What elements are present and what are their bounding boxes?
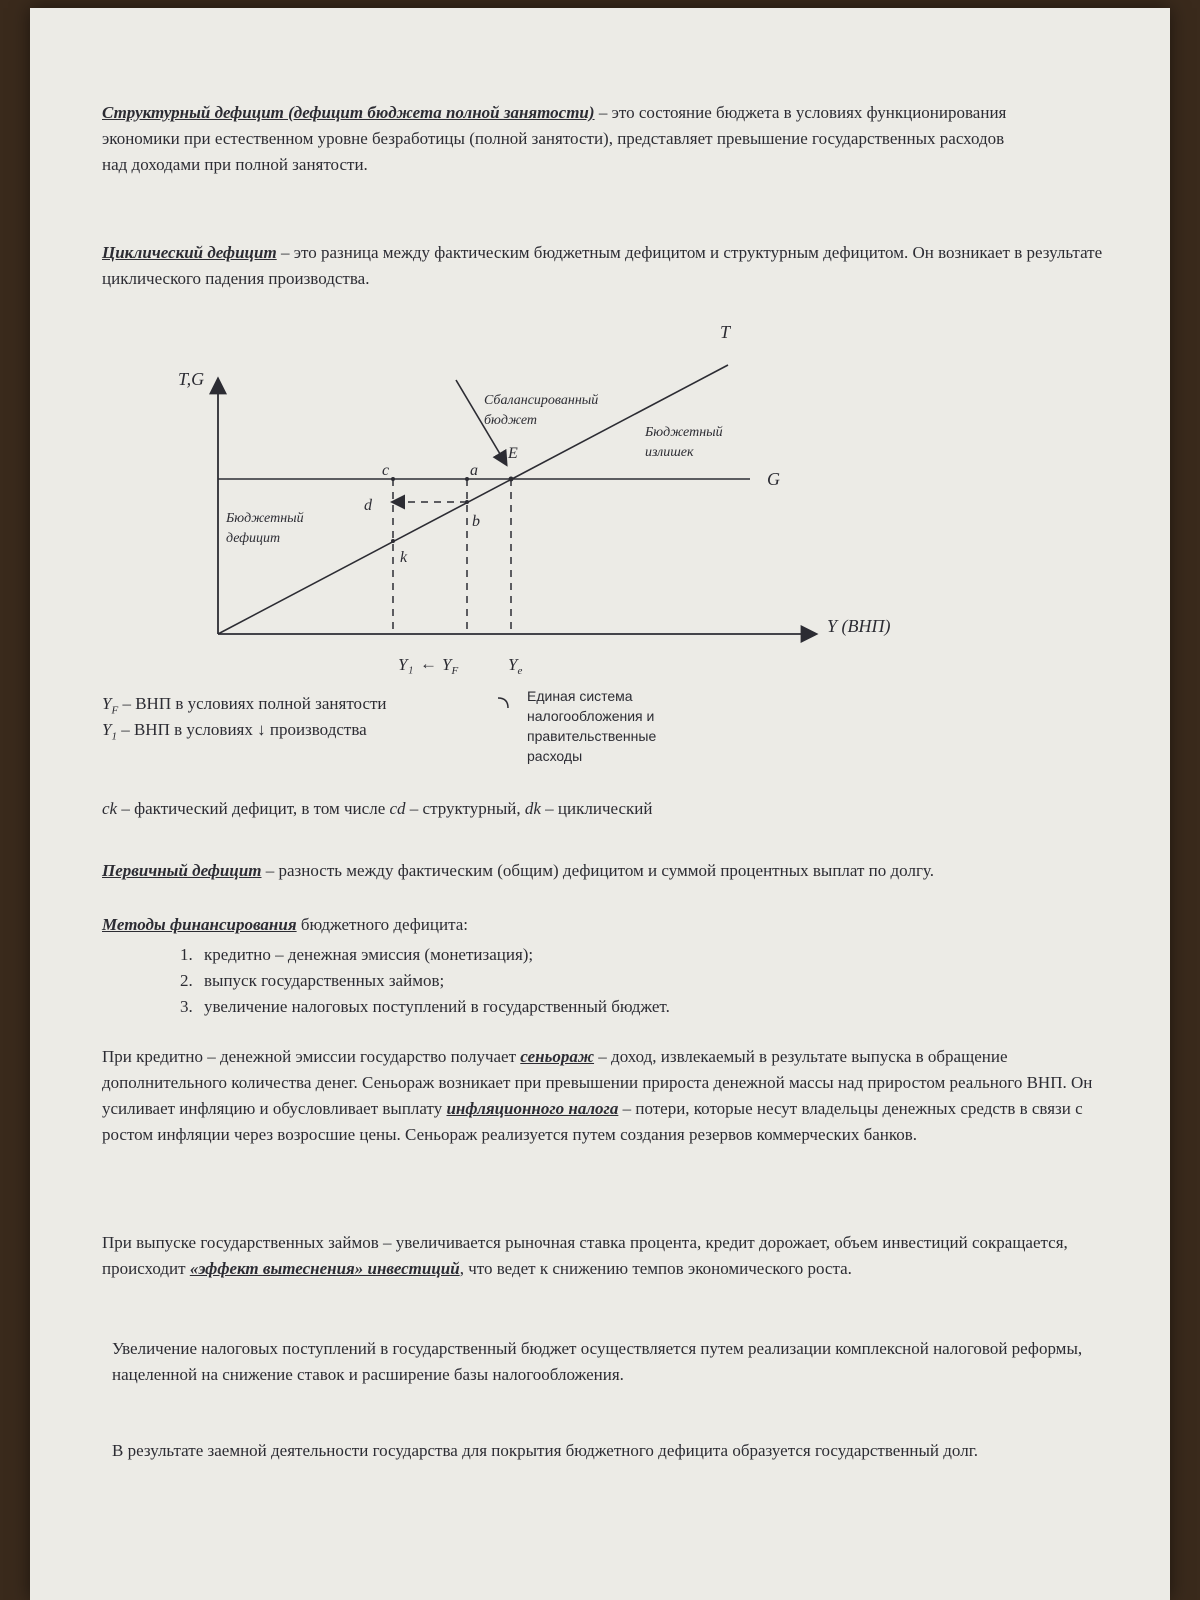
deficit-ck: ck bbox=[102, 799, 118, 818]
legend-yf-subscript: F bbox=[111, 704, 119, 717]
list-item-number: 1. bbox=[180, 945, 193, 964]
point-d-label: d bbox=[364, 497, 372, 514]
legend-y1-subscript: 1 bbox=[111, 730, 117, 743]
point-b-label: b bbox=[472, 513, 480, 530]
paragraph-text: При кредитно – денежной эмиссии государство получает bbox=[102, 1047, 521, 1066]
list-item bbox=[180, 968, 670, 994]
deficit-breakdown-line bbox=[102, 796, 1102, 822]
list-item bbox=[180, 994, 670, 1020]
surplus-label-2: излишек bbox=[645, 445, 694, 460]
deficit-cd: cd bbox=[389, 799, 406, 818]
x-axis-label: Y (ВНП) bbox=[827, 616, 891, 636]
paragraph-government-loans bbox=[102, 1230, 1102, 1282]
list-item-text: кредитно – денежная эмиссия (монетизация); bbox=[204, 945, 534, 964]
point-k-label: k bbox=[400, 549, 408, 566]
deficit-text-2: – структурный, bbox=[405, 799, 525, 818]
term-cyclical-deficit: Циклический дефицит bbox=[102, 243, 277, 262]
paragraph-text: , что ведет к снижению темпов экономического роста. bbox=[459, 1259, 852, 1278]
list-item-number: 2. bbox=[180, 971, 193, 990]
methods-heading-text: бюджетного дефицита: bbox=[296, 915, 468, 934]
g-line-label: G bbox=[767, 469, 780, 489]
paragraph-text: – разность между фактическим (общим) дефицитом и суммой процентных выплат по долгу. bbox=[261, 861, 934, 880]
term-seigniorage: сеньораж bbox=[520, 1047, 595, 1066]
tick-yf-symbol: Y bbox=[442, 655, 452, 674]
financing-methods-list bbox=[180, 942, 670, 1020]
tick-arrow-label: ← bbox=[420, 654, 437, 673]
deficit-dk: dk bbox=[524, 799, 541, 818]
legend-brace bbox=[498, 698, 516, 708]
t-line-label: T bbox=[720, 322, 731, 342]
budget-deficit-diagram bbox=[30, 8, 1170, 708]
legend-brace-note: Единая система налогообложения и правительственные расходы bbox=[527, 688, 657, 764]
paragraph-text: – доход, извлекаемый в результате выпуска в обращение дополнительного количества денег. Сеньораж возникает при превышении прироста денежной массы над приростом реального ВНП. Он усиливает инфляцию и обусловливает выплату bbox=[102, 1047, 1093, 1118]
legend-yf-text: – ВНП в условиях полной занятости bbox=[118, 694, 387, 713]
balanced-label-2: бюджет bbox=[484, 413, 537, 428]
point-c-marker bbox=[391, 477, 395, 481]
deficit-text-1: – фактический дефицит, в том числе bbox=[117, 799, 390, 818]
deficit-label-1: Бюджетный bbox=[226, 511, 304, 526]
list-item-number: 3. bbox=[180, 997, 193, 1016]
paragraph-text: В результате заемной деятельности государства для покрытия бюджетного дефицита образуется государственный долг. bbox=[112, 1441, 978, 1460]
legend-yf-symbol: Y bbox=[102, 694, 112, 713]
legend-y1-symbol: Y bbox=[102, 720, 112, 739]
term-crowding-out: «эффект вытеснения» инвестиций bbox=[189, 1259, 460, 1278]
point-e-marker bbox=[509, 477, 514, 482]
tick-ye-label bbox=[508, 655, 522, 677]
paragraph-primary-deficit bbox=[102, 858, 1102, 884]
tick-yf-label bbox=[442, 655, 458, 677]
methods-heading bbox=[102, 912, 1102, 938]
paragraph-text: – это разница между фактическим бюджетным дефицитом и структурным дефицитом. Он возникает в результате циклического падения производства. bbox=[102, 243, 1103, 288]
balanced-label-1: Сбалансированный bbox=[484, 393, 599, 408]
tick-ye-symbol: Y bbox=[508, 655, 518, 674]
point-b-marker bbox=[465, 500, 469, 504]
point-e-label: E bbox=[508, 445, 518, 462]
term-financing-methods: Методы финансирования bbox=[102, 915, 297, 934]
t-line bbox=[218, 365, 728, 634]
paragraph-public-debt bbox=[112, 1438, 1112, 1464]
paragraph-tax-increase bbox=[112, 1336, 1112, 1388]
point-k-marker bbox=[391, 539, 395, 543]
y-axis-label: T,G bbox=[178, 369, 205, 389]
list-item-text: выпуск государственных займов; bbox=[204, 971, 445, 990]
term-primary-deficit: Первичный дефицит bbox=[102, 861, 262, 880]
list-item bbox=[180, 942, 670, 968]
term-structural-deficit: Структурный дефицит (дефицит бюджета полной занятости) bbox=[102, 103, 595, 122]
document-page bbox=[30, 8, 1170, 1600]
paragraph-text: – это состояние бюджета в условиях функционирования экономики при естественном уровне безработицы (полной занятости), представляет превышение государственных расходов над доходами при полной занятости. bbox=[102, 103, 1007, 174]
tick-ye-subscript: e bbox=[517, 665, 523, 677]
paragraph-text: При выпуске государственных займов – увеличивается рыночная ставка процента, кредит дорожает, объем инвестиций сокращается, происходит bbox=[102, 1233, 1068, 1278]
deficit-label-2: дефицит bbox=[226, 531, 281, 546]
surplus-label-1: Бюджетный bbox=[645, 425, 723, 440]
point-a-marker bbox=[465, 477, 469, 481]
legend-y1 bbox=[102, 718, 367, 748]
paragraph-seigniorage bbox=[102, 1044, 1112, 1148]
list-item-text: увеличение налоговых поступлений в государственный бюджет. bbox=[204, 997, 670, 1016]
point-c-label: c bbox=[382, 462, 390, 479]
paragraph-text: Увеличение налоговых поступлений в государственный бюджет осуществляется путем реализации комплексной налоговой реформы, нацеленной на снижение ставок и расширение базы налогообложения. bbox=[112, 1339, 1083, 1384]
tick-y1-label: Y₁ bbox=[398, 655, 414, 674]
tick-yf-subscript: F bbox=[451, 665, 459, 677]
deficit-text-3: – циклический bbox=[540, 799, 653, 818]
paragraph-text: – потери, которые несут владельцы денежных средств в связи с ростом инфляции через возросшие цены. Сеньораж реализуется путем создания резервов коммерческих банков. bbox=[102, 1099, 1083, 1144]
term-inflation-tax: инфляционного налога bbox=[446, 1099, 619, 1118]
point-a-label: a bbox=[470, 462, 478, 479]
legend-y1-text: – ВНП в условиях ↓ производства bbox=[116, 720, 367, 739]
